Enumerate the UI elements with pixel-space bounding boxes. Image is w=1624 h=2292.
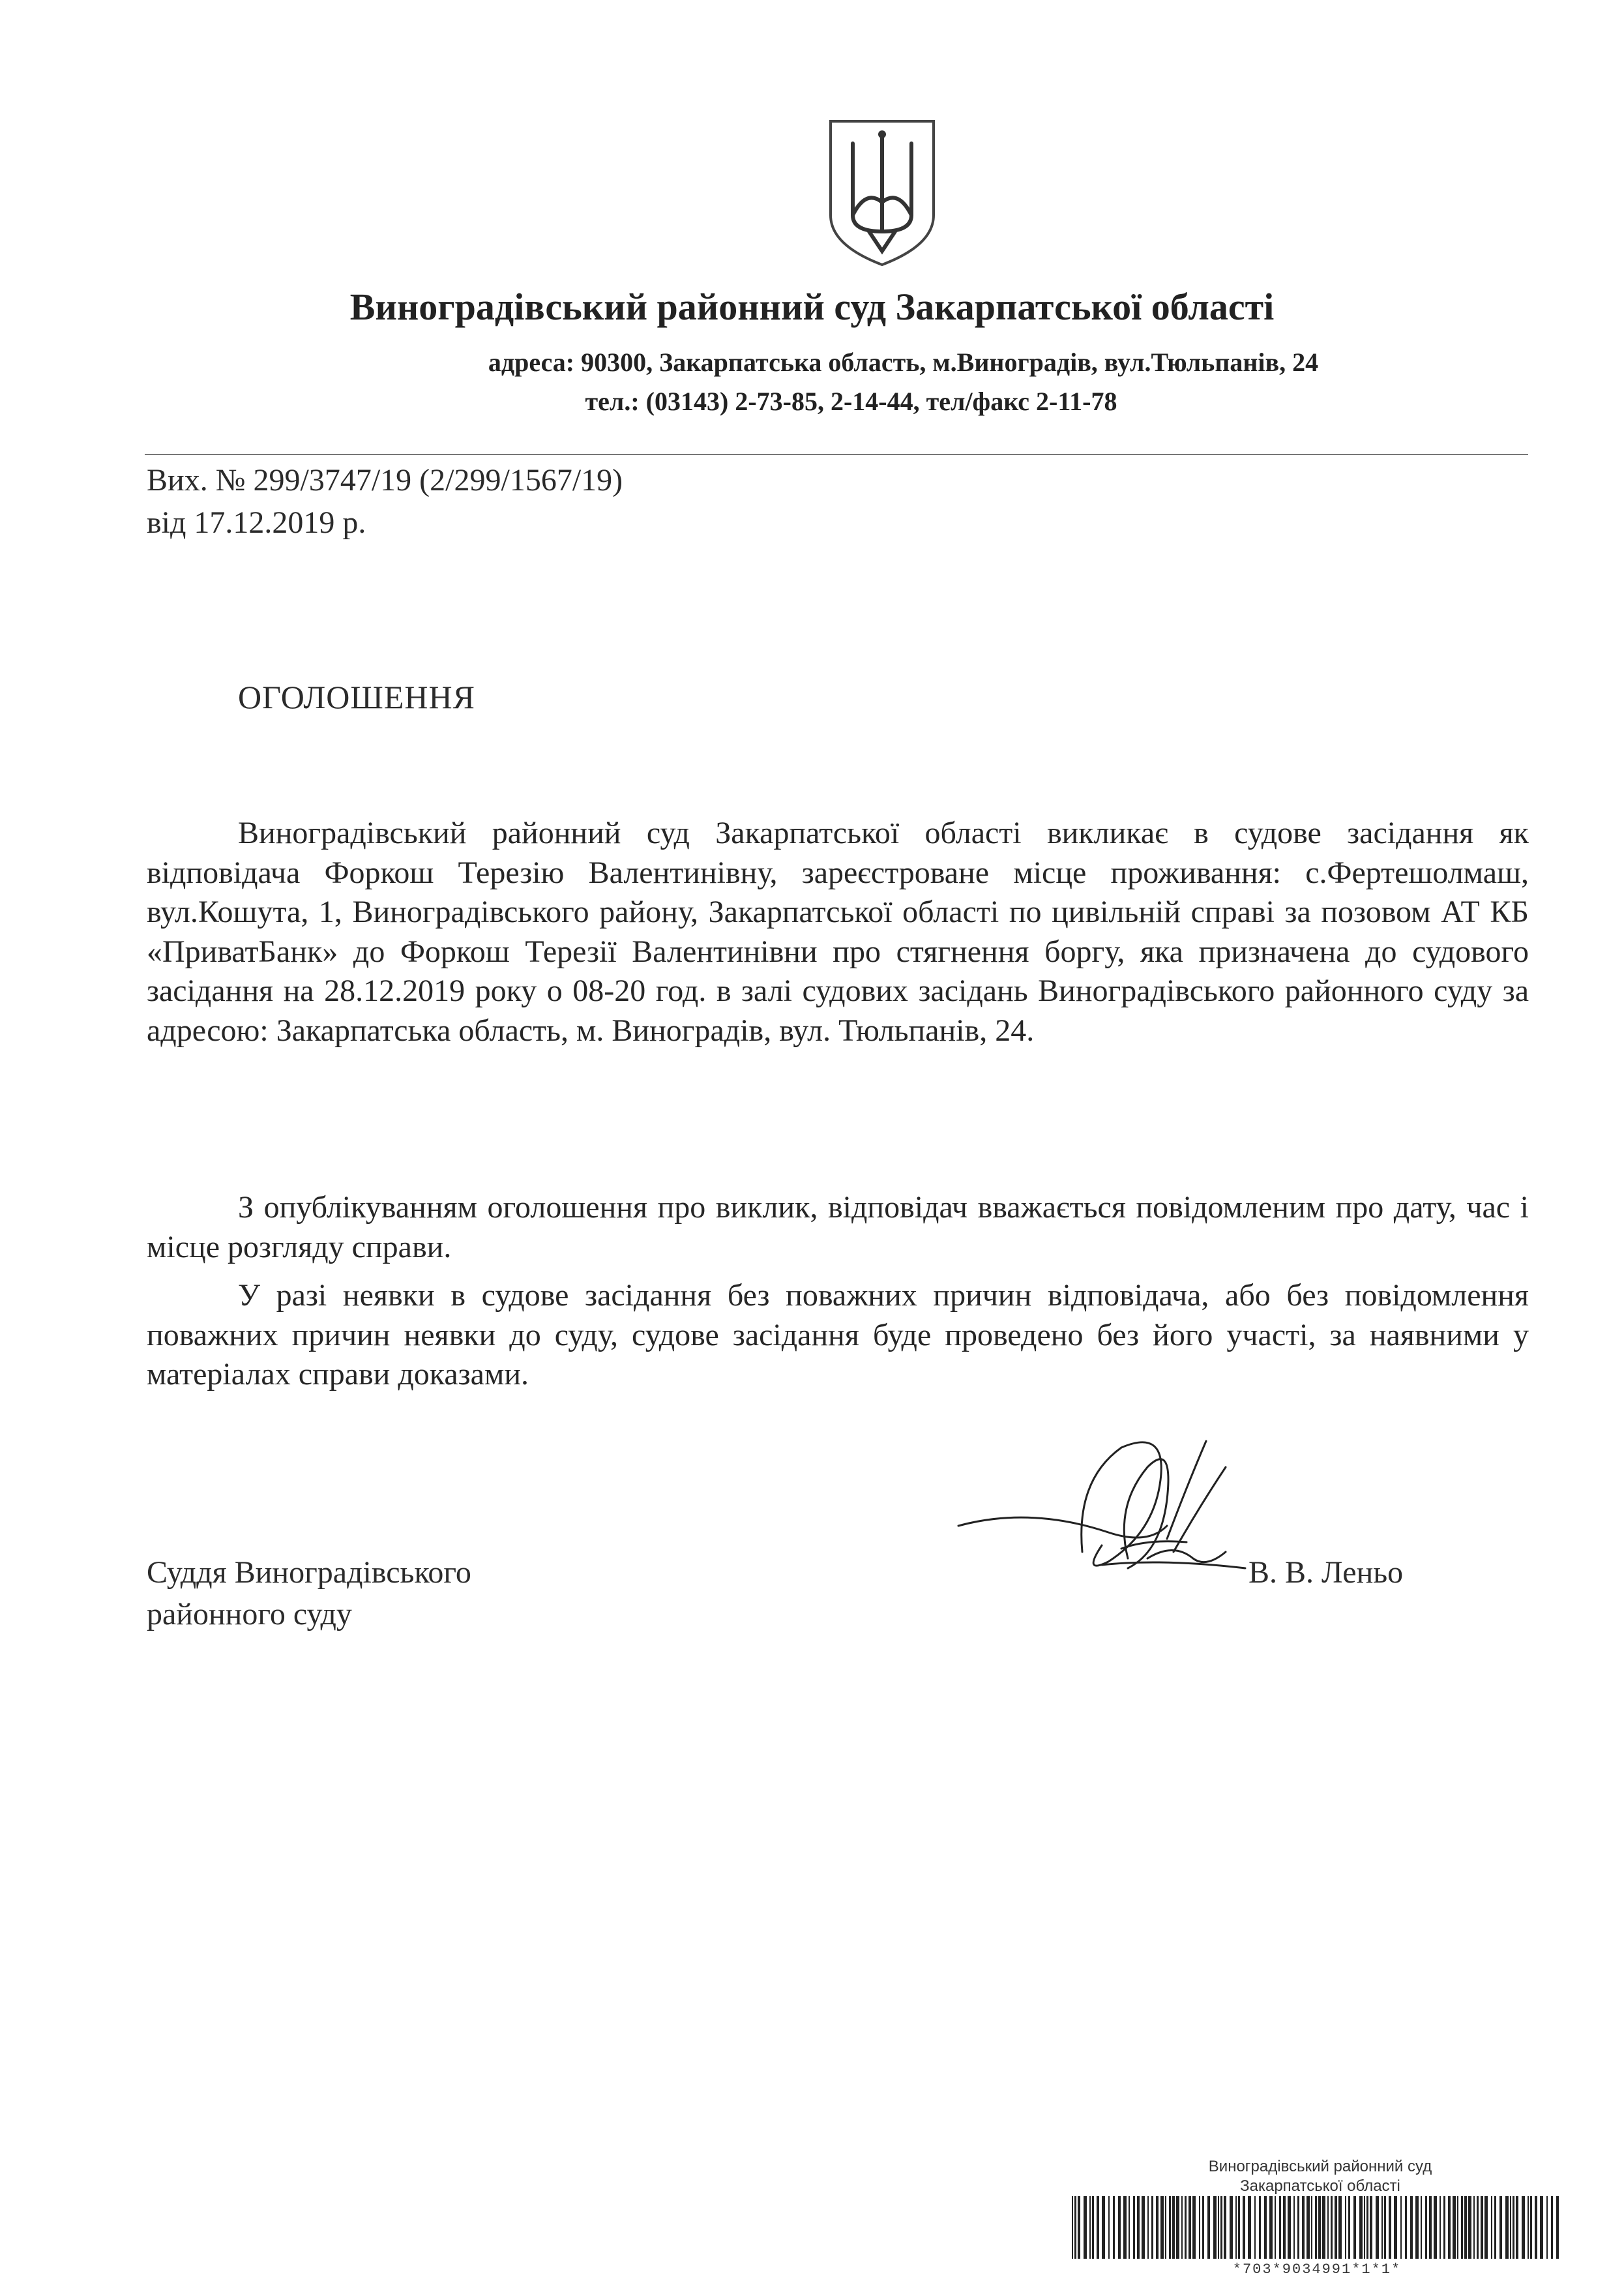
barcode-bar xyxy=(1448,2196,1451,2259)
barcode-bar xyxy=(1505,2196,1509,2259)
barcode-bar xyxy=(1165,2196,1166,2259)
barcode-bar xyxy=(1181,2196,1183,2259)
barcode-bar xyxy=(1213,2196,1217,2259)
barcode-bar xyxy=(1389,2196,1391,2259)
barcode-bar xyxy=(1283,2196,1286,2259)
barcode-bar xyxy=(1192,2196,1196,2259)
barcode-bar xyxy=(1188,2196,1191,2259)
barcode-bar xyxy=(1335,2196,1337,2259)
barcode-bar xyxy=(1439,2196,1441,2259)
barcode-bar xyxy=(1108,2196,1110,2259)
barcode-bar xyxy=(1315,2196,1317,2259)
barcode-bar xyxy=(1530,2196,1532,2259)
barcode-bar xyxy=(1269,2196,1273,2259)
barcode-bar xyxy=(1129,2196,1130,2259)
barcode-bar xyxy=(1366,2196,1368,2259)
barcode-bar xyxy=(1235,2196,1237,2259)
barcode-bar xyxy=(1078,2196,1080,2259)
barcode-bar xyxy=(1097,2196,1099,2259)
barcode-bar xyxy=(1421,2196,1422,2259)
barcode-bar xyxy=(1394,2196,1397,2259)
barcode-bar xyxy=(1224,2196,1226,2259)
barcode-bar xyxy=(1288,2196,1291,2259)
barcode-bar xyxy=(1434,2196,1437,2259)
barcode-bar xyxy=(1092,2196,1094,2259)
barcode-bar xyxy=(1464,2196,1467,2259)
judge-title-line-2: районного суду xyxy=(147,1597,352,1631)
barcode-bar xyxy=(1381,2196,1383,2259)
barcode-bar xyxy=(1123,2196,1127,2259)
barcode-bar xyxy=(1353,2196,1356,2259)
barcode-bar xyxy=(1556,2196,1559,2259)
barcode-bar xyxy=(1338,2196,1342,2259)
paragraph-text: З опублікуванням оголошення про виклик, відповідач вважається повідомленим про дату, час і місце розгляду справи. xyxy=(147,1190,1529,1264)
barcode-bar xyxy=(1302,2196,1305,2259)
barcode-bar xyxy=(1331,2196,1333,2259)
barcode-bar xyxy=(1494,2196,1496,2259)
barcode-bar xyxy=(1359,2196,1363,2259)
paragraph-text: У разі неявки в судове засідання без поважних причин відповідача, або без повідомлення поважних причин неявки до суду, судове засідання буде проведено без його участі, за наявними у матеріалах справи доказами. xyxy=(147,1278,1529,1392)
barcode-bar xyxy=(1293,2196,1295,2259)
barcode-bar xyxy=(1084,2196,1087,2259)
barcode-bar xyxy=(1133,2196,1135,2259)
document-heading: ОГОЛОШЕННЯ xyxy=(238,679,475,715)
stamp-court-line-1: Виноградівський районний суд xyxy=(1208,2158,1432,2175)
barcode-bar xyxy=(1453,2196,1456,2259)
barcode-bar xyxy=(1473,2196,1475,2259)
barcode-bar xyxy=(1468,2196,1471,2259)
barcode-bar xyxy=(1238,2196,1240,2259)
barcode-bar xyxy=(1297,2196,1299,2259)
header-divider xyxy=(145,454,1528,455)
barcode-bar xyxy=(1220,2196,1222,2259)
body-paragraph xyxy=(147,1276,1529,1395)
barcode-bar xyxy=(1528,2196,1529,2259)
barcode-bar xyxy=(1072,2196,1073,2259)
barcode-bar xyxy=(1264,2196,1267,2259)
handwritten-signature xyxy=(952,1428,1291,1591)
barcode-bar xyxy=(1230,2196,1233,2259)
barcode-bar xyxy=(1364,2196,1365,2259)
barcode-bar xyxy=(1327,2196,1329,2259)
barcode-bar xyxy=(1147,2196,1149,2259)
barcode-bar xyxy=(1410,2196,1413,2259)
barcode-bar xyxy=(1169,2196,1171,2259)
barcode-bar xyxy=(1279,2196,1281,2259)
barcode-bar xyxy=(1415,2196,1419,2259)
barcode-bar xyxy=(1535,2196,1537,2259)
barcode-bar xyxy=(1160,2196,1164,2259)
barcode-bar xyxy=(1207,2196,1210,2259)
barcode-bar xyxy=(1248,2196,1251,2259)
barcode-bar xyxy=(1137,2196,1140,2259)
barcode-bar xyxy=(1477,2196,1479,2259)
barcode-bar xyxy=(1370,2196,1372,2259)
barcode-bar xyxy=(1510,2196,1511,2259)
barcode-bar xyxy=(1254,2196,1256,2259)
barcode-bar xyxy=(1546,2196,1548,2259)
registration-stamp xyxy=(1108,2157,1532,2196)
court-name: Виноградівський районний суд Закарпатської області xyxy=(349,286,1275,328)
judge-title-line-1: Суддя Виноградівського xyxy=(147,1555,471,1590)
barcode-bar xyxy=(1199,2196,1200,2259)
barcode-bar xyxy=(1202,2196,1204,2259)
barcode-number: *703*9034991*1*1* xyxy=(1232,2261,1402,2278)
barcode-bar xyxy=(1405,2196,1407,2259)
paragraph-text: Виноградівський районний суд Закарпатської області викликає в судове засідання як відповідача Форкош Терезію Валентинівну, зареєстроване місце проживання: с.Фертешолмаш, вул.Кошута, 1, Виноградівського району, Закарпатської області по цивільній справі за позовом АТ КБ «ПриватБанк» до Форкош Терезії Валентинівни про стягнення боргу, яка призначена до судового засідання на 28.12.2019 року о 08-20 год. в залі судових засідань Виноградівського районного суду за адресою: Закарпатська область, м. Виноградів, вул. Тюльпанів, 24. xyxy=(147,816,1529,1048)
stamp-court-line-2: Закарпатської області xyxy=(1240,2177,1400,2195)
body-paragraph xyxy=(147,814,1529,1050)
coat-of-arms-icon xyxy=(827,117,937,269)
outgoing-date: від 17.12.2019 р. xyxy=(147,505,366,540)
barcode-bar xyxy=(1074,2196,1076,2259)
barcode-bar xyxy=(1481,2196,1483,2259)
barcode-bar xyxy=(1151,2196,1153,2259)
barcode-bar xyxy=(1259,2196,1261,2259)
barcode-bar xyxy=(1425,2196,1427,2259)
barcode-bar xyxy=(1118,2196,1121,2259)
barcode-bar xyxy=(1243,2196,1245,2259)
barcode-bar xyxy=(1461,2196,1463,2259)
barcode-bar xyxy=(1484,2196,1488,2259)
barcode xyxy=(1069,2196,1565,2259)
barcode-bar xyxy=(1400,2196,1402,2259)
barcode-bar xyxy=(1551,2196,1553,2259)
barcode-bar xyxy=(1345,2196,1346,2259)
barcode-bar xyxy=(1516,2196,1518,2259)
barcode-bar xyxy=(1142,2196,1145,2259)
barcode-bar xyxy=(1376,2196,1379,2259)
barcode-bar xyxy=(1307,2196,1310,2259)
barcode-bar xyxy=(1443,2196,1445,2259)
barcode-bar xyxy=(1089,2196,1091,2259)
barcode-bar xyxy=(1513,2196,1514,2259)
barcode-bar xyxy=(1491,2196,1492,2259)
barcode-bar xyxy=(1384,2196,1386,2259)
barcode-bar xyxy=(1522,2196,1525,2259)
barcode-bar xyxy=(1499,2196,1502,2259)
barcode-bar xyxy=(1275,2196,1276,2259)
court-phones: тел.: (03143) 2-73-85, 2-14-44, тел/факс 2-11-78 xyxy=(585,387,1117,416)
barcode-bar xyxy=(1311,2196,1312,2259)
barcode-bar xyxy=(1218,2196,1219,2259)
body-paragraph xyxy=(147,1188,1529,1267)
barcode-bar xyxy=(1156,2196,1159,2259)
judge-name: В. В. Леньо xyxy=(1248,1555,1404,1590)
outgoing-number: Вих. № 299/3747/19 (2/299/1567/19) xyxy=(147,463,623,498)
barcode-bar xyxy=(1457,2196,1458,2259)
barcode-bar xyxy=(1322,2196,1325,2259)
barcode-bar xyxy=(1540,2196,1543,2259)
court-address: адреса: 90300, Закарпатська область, м.Виноградів, вул.Тюльпанів, 24 xyxy=(488,348,1319,377)
barcode-bar xyxy=(1102,2196,1105,2259)
barcode-bar xyxy=(1318,2196,1321,2259)
barcode-bar xyxy=(1172,2196,1175,2259)
barcode-bar xyxy=(1185,2196,1187,2259)
barcode-bar xyxy=(1113,2196,1115,2259)
barcode-bar xyxy=(1429,2196,1432,2259)
barcode-bar xyxy=(1348,2196,1350,2259)
barcode-bar xyxy=(1176,2196,1179,2259)
